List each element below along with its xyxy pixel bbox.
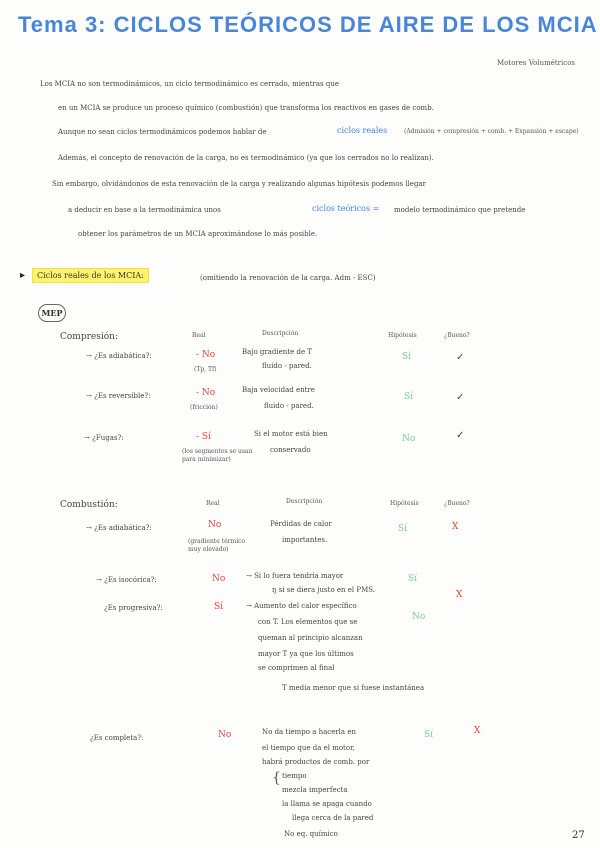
compresion-desc-2a: Baja velocidad entre [242,386,315,394]
combustion-header-desc: Descripción [286,498,323,505]
compresion-desc-1a: Bajo gradiente de T [242,348,312,356]
mep-badge: MEP [38,304,66,322]
compresion-desc-1b: fluido - pared. [262,362,312,370]
intro-line-5: Sin embargo, olvidándonos de esta renovación de la carga y realizando algunas hipótesis podemos llegar [52,180,426,188]
combustion-header-real: Real [206,500,220,507]
intro-line-7: obtener los parámetros de un MCIA aproximándose lo más posible. [78,230,318,238]
page-title: Tema 3: CICLOS TEÓRICOS DE AIRE DE LOS MCIA [18,12,598,37]
combustion-ok-4: X [474,726,481,736]
combustion-sub-1: (gradiente térmico muy elevado) [188,538,246,553]
intro-highlight-ciclos-teoricos: ciclos teóricos = [312,204,380,213]
combustion-hip-2: Sí [408,574,418,584]
combustion-desc-4b: el tiempo que da el motor, [262,744,355,752]
combustion-desc-3a: → Aumento del calor específico [246,602,357,610]
combustion-desc-4h: No eq. químico [284,830,338,838]
combustion-desc-4e: mezcla imperfecta [282,786,348,794]
compresion-ok-3: ✓ [456,430,465,441]
compresion-sub-1: (Tp, Tf) [194,366,217,373]
intro-line-2: en un MCIA se produce un proceso químico (combustión) que transforma los reactivos en gases de comb. [58,104,434,112]
combustion-q-1: → ¿Es adiabática?: [86,524,152,532]
compresion-real-2: - No [196,388,216,398]
intro-line-3a: Aunque no sean ciclos termodinámicos podemos hablar de [58,128,267,136]
compresion-title: Compresión: [60,332,118,342]
compresion-header-hip: Hipótesis [388,332,417,339]
intro-line-6c: modelo termodinámico que pretende [394,206,526,214]
page-number: 27 [572,830,585,841]
combustion-desc-1a: Pérdidas de calor [270,520,332,528]
compresion-sub-2: (fricción) [190,404,218,411]
compresion-header-desc: Descripción [262,330,299,337]
intro-line-6a: a deducir en base a la termodinámica unos [68,206,221,214]
combustion-real-2: No [212,574,226,584]
compresion-q-1: → ¿Es adiabática?: [86,352,152,360]
section-marker-icon: ▸ [20,270,26,281]
combustion-real-1: No [208,520,222,530]
combustion-header-hip: Hipótesis [390,500,419,507]
compresion-hip-2: Sí [404,392,414,402]
compresion-real-3: - Sí [196,432,211,442]
combustion-bracket-icon: { [272,770,281,786]
combustion-q-2: → ¿Es isocórica?: [96,576,157,584]
combustion-real-4: No [218,730,232,740]
combustion-desc-4c: habrá productos de comb. por [262,758,370,766]
combustion-real-3: Sí [214,602,224,612]
compresion-header-bueno: ¿Bueno? [444,332,470,339]
combustion-ok-2: X [456,590,463,600]
title-note: Motores Volumétricos [497,59,575,67]
compresion-desc-3b: conservado [270,446,311,454]
combustion-desc-4f: la llama se apaga cuando [282,800,372,808]
combustion-title: Combustión: [60,500,118,510]
combustion-desc-2a: → Si lo fuera tendría mayor [246,572,344,580]
combustion-q-3: ¿Es progresiva?: [104,604,163,612]
combustion-desc-4d: tiempo [282,772,307,780]
intro-line-4: Además, el concepto de renovación de la carga, no es termodinámico (ya que los cerrados no lo realizan). [58,154,434,162]
compresion-ok-2: ✓ [456,392,465,403]
compresion-header-real: Real [192,332,206,339]
compresion-q-2: → ¿Es reversible?: [86,392,151,400]
compresion-ok-1: ✓ [456,352,465,363]
combustion-desc-3e: se comprimen al final [258,664,335,672]
combustion-ok-1: X [452,522,459,532]
combustion-desc-3f: T media menor que si fuese instantánea [282,684,425,692]
combustion-hip-4: Sí [424,730,434,740]
combustion-desc-3d: mayor T ya que los últimos [258,650,354,658]
combustion-desc-3b: con T. Los elementos que se [258,618,358,626]
intro-line-1: Los MCIA no son termodinámicos, un ciclo termodinámico es cerrado, mientras que [40,80,339,88]
combustion-desc-4g: llega cerca de la pared [292,814,374,822]
combustion-desc-3c: queman al principio alcanzan [258,634,363,642]
section-note: (omitiendo la renovación de la carga. Adm - ESC) [200,274,376,282]
compresion-desc-3a: Si el motor está bien [254,430,328,438]
combustion-desc-4a: No da tiempo a hacerla en [262,728,356,736]
compresion-hip-1: Sí [402,352,412,362]
compresion-hip-3: No [402,434,416,444]
intro-line-3c: (Admisión + compresión + comb. + Expansión + escape) [404,128,579,135]
section-label: Ciclos reales de los MCIA: [32,268,149,283]
combustion-q-4: ¿Es completa?: [90,734,144,742]
combustion-desc-2b: ŋ si se diera justo en el PMS. [272,586,376,594]
compresion-sub-3: (los segmentos se usan para minimizar) [182,448,253,463]
compresion-q-3: → ¿Fugas?: [84,434,124,442]
combustion-hip-3: No [412,612,426,622]
compresion-real-1: - No [196,350,216,360]
combustion-desc-1b: importantes. [282,536,328,544]
compresion-desc-2b: fluido - pared. [264,402,314,410]
combustion-hip-1: Sí [398,524,408,534]
combustion-header-bueno: ¿Bueno? [444,500,470,507]
intro-highlight-ciclos-reales: ciclos reales [337,126,388,135]
